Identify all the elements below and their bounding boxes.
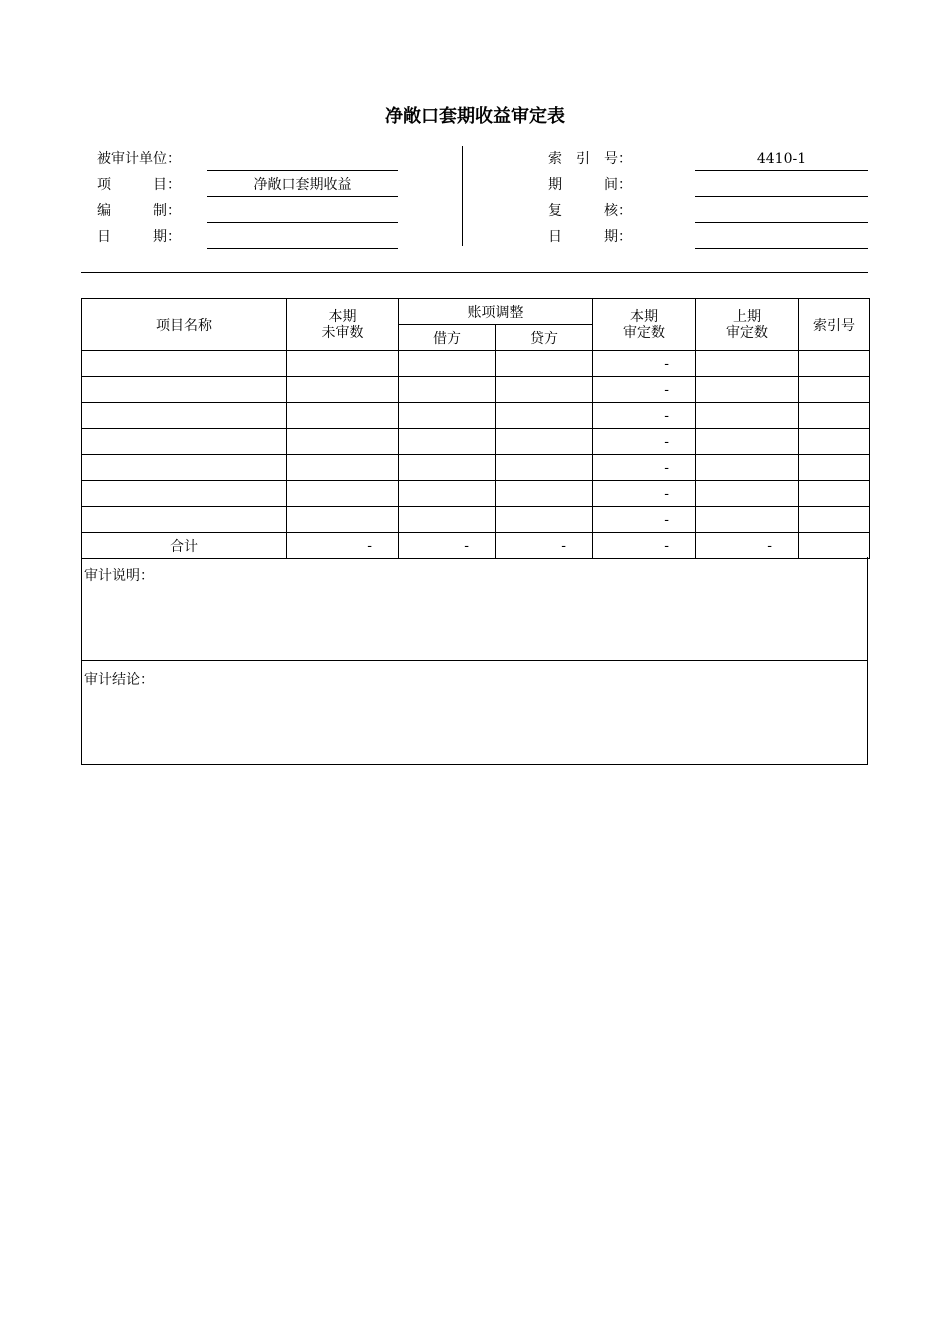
header-separator [81,272,868,273]
audit-note-label: 审计说明： [84,568,154,584]
table-row [82,455,870,481]
audit-table [81,298,870,559]
audit-conclusion-box[interactable] [81,661,868,765]
index-no-label: 索 引 号： [548,151,632,167]
auditee-field[interactable] [207,148,398,171]
period-label: 期 间： [548,177,632,193]
audited-cell: - [593,351,696,377]
auditee-label: 被审计单位： [97,151,181,167]
header-prior-audited: 上期 审定数 [696,299,799,351]
reviewer-field[interactable] [695,200,868,223]
total-row [82,533,870,559]
audit-conclusion-label: 审计结论： [84,672,154,688]
header-audited: 本期 审定数 [593,299,696,351]
total-prior: - [696,533,799,559]
preparer-field[interactable] [207,200,398,223]
index-no-field[interactable]: 4410-1 [695,148,868,171]
header-credit: 贷方 [496,325,593,351]
page-title: 净敞口套期收益审定表 [385,106,565,127]
table-row [82,377,870,403]
header-unaudited: 本期 未审数 [287,299,399,351]
table-row [82,507,870,533]
table-row [82,481,870,507]
reviewer-label: 复 核： [548,203,632,219]
table-row [82,429,870,455]
total-audited: - [593,533,696,559]
prepare-date-field[interactable] [207,226,398,249]
audited-cell: - [593,481,696,507]
audited-cell: - [593,403,696,429]
header-divider [462,146,463,246]
total-debit: - [399,533,496,559]
audit-note-box[interactable] [81,557,868,661]
period-field[interactable] [695,174,868,197]
review-date-label: 日 期： [548,229,632,245]
header-adjustment: 账项调整 [399,299,593,325]
total-credit: - [496,533,593,559]
header-item-name: 项目名称 [82,299,287,351]
prepare-date-label: 日 期： [97,229,181,245]
header-index: 索引号 [799,299,870,351]
table-row [82,351,870,377]
audited-cell: - [593,377,696,403]
total-unaudited: - [287,533,399,559]
header-debit: 借方 [399,325,496,351]
table-row [82,403,870,429]
audited-cell: - [593,455,696,481]
project-label: 项 目： [97,177,181,193]
project-field[interactable]: 净敞口套期收益 [207,174,398,197]
preparer-label: 编 制： [97,203,181,219]
total-label: 合计 [82,533,287,559]
audited-cell: - [593,507,696,533]
review-date-field[interactable] [695,226,868,249]
audited-cell: - [593,429,696,455]
